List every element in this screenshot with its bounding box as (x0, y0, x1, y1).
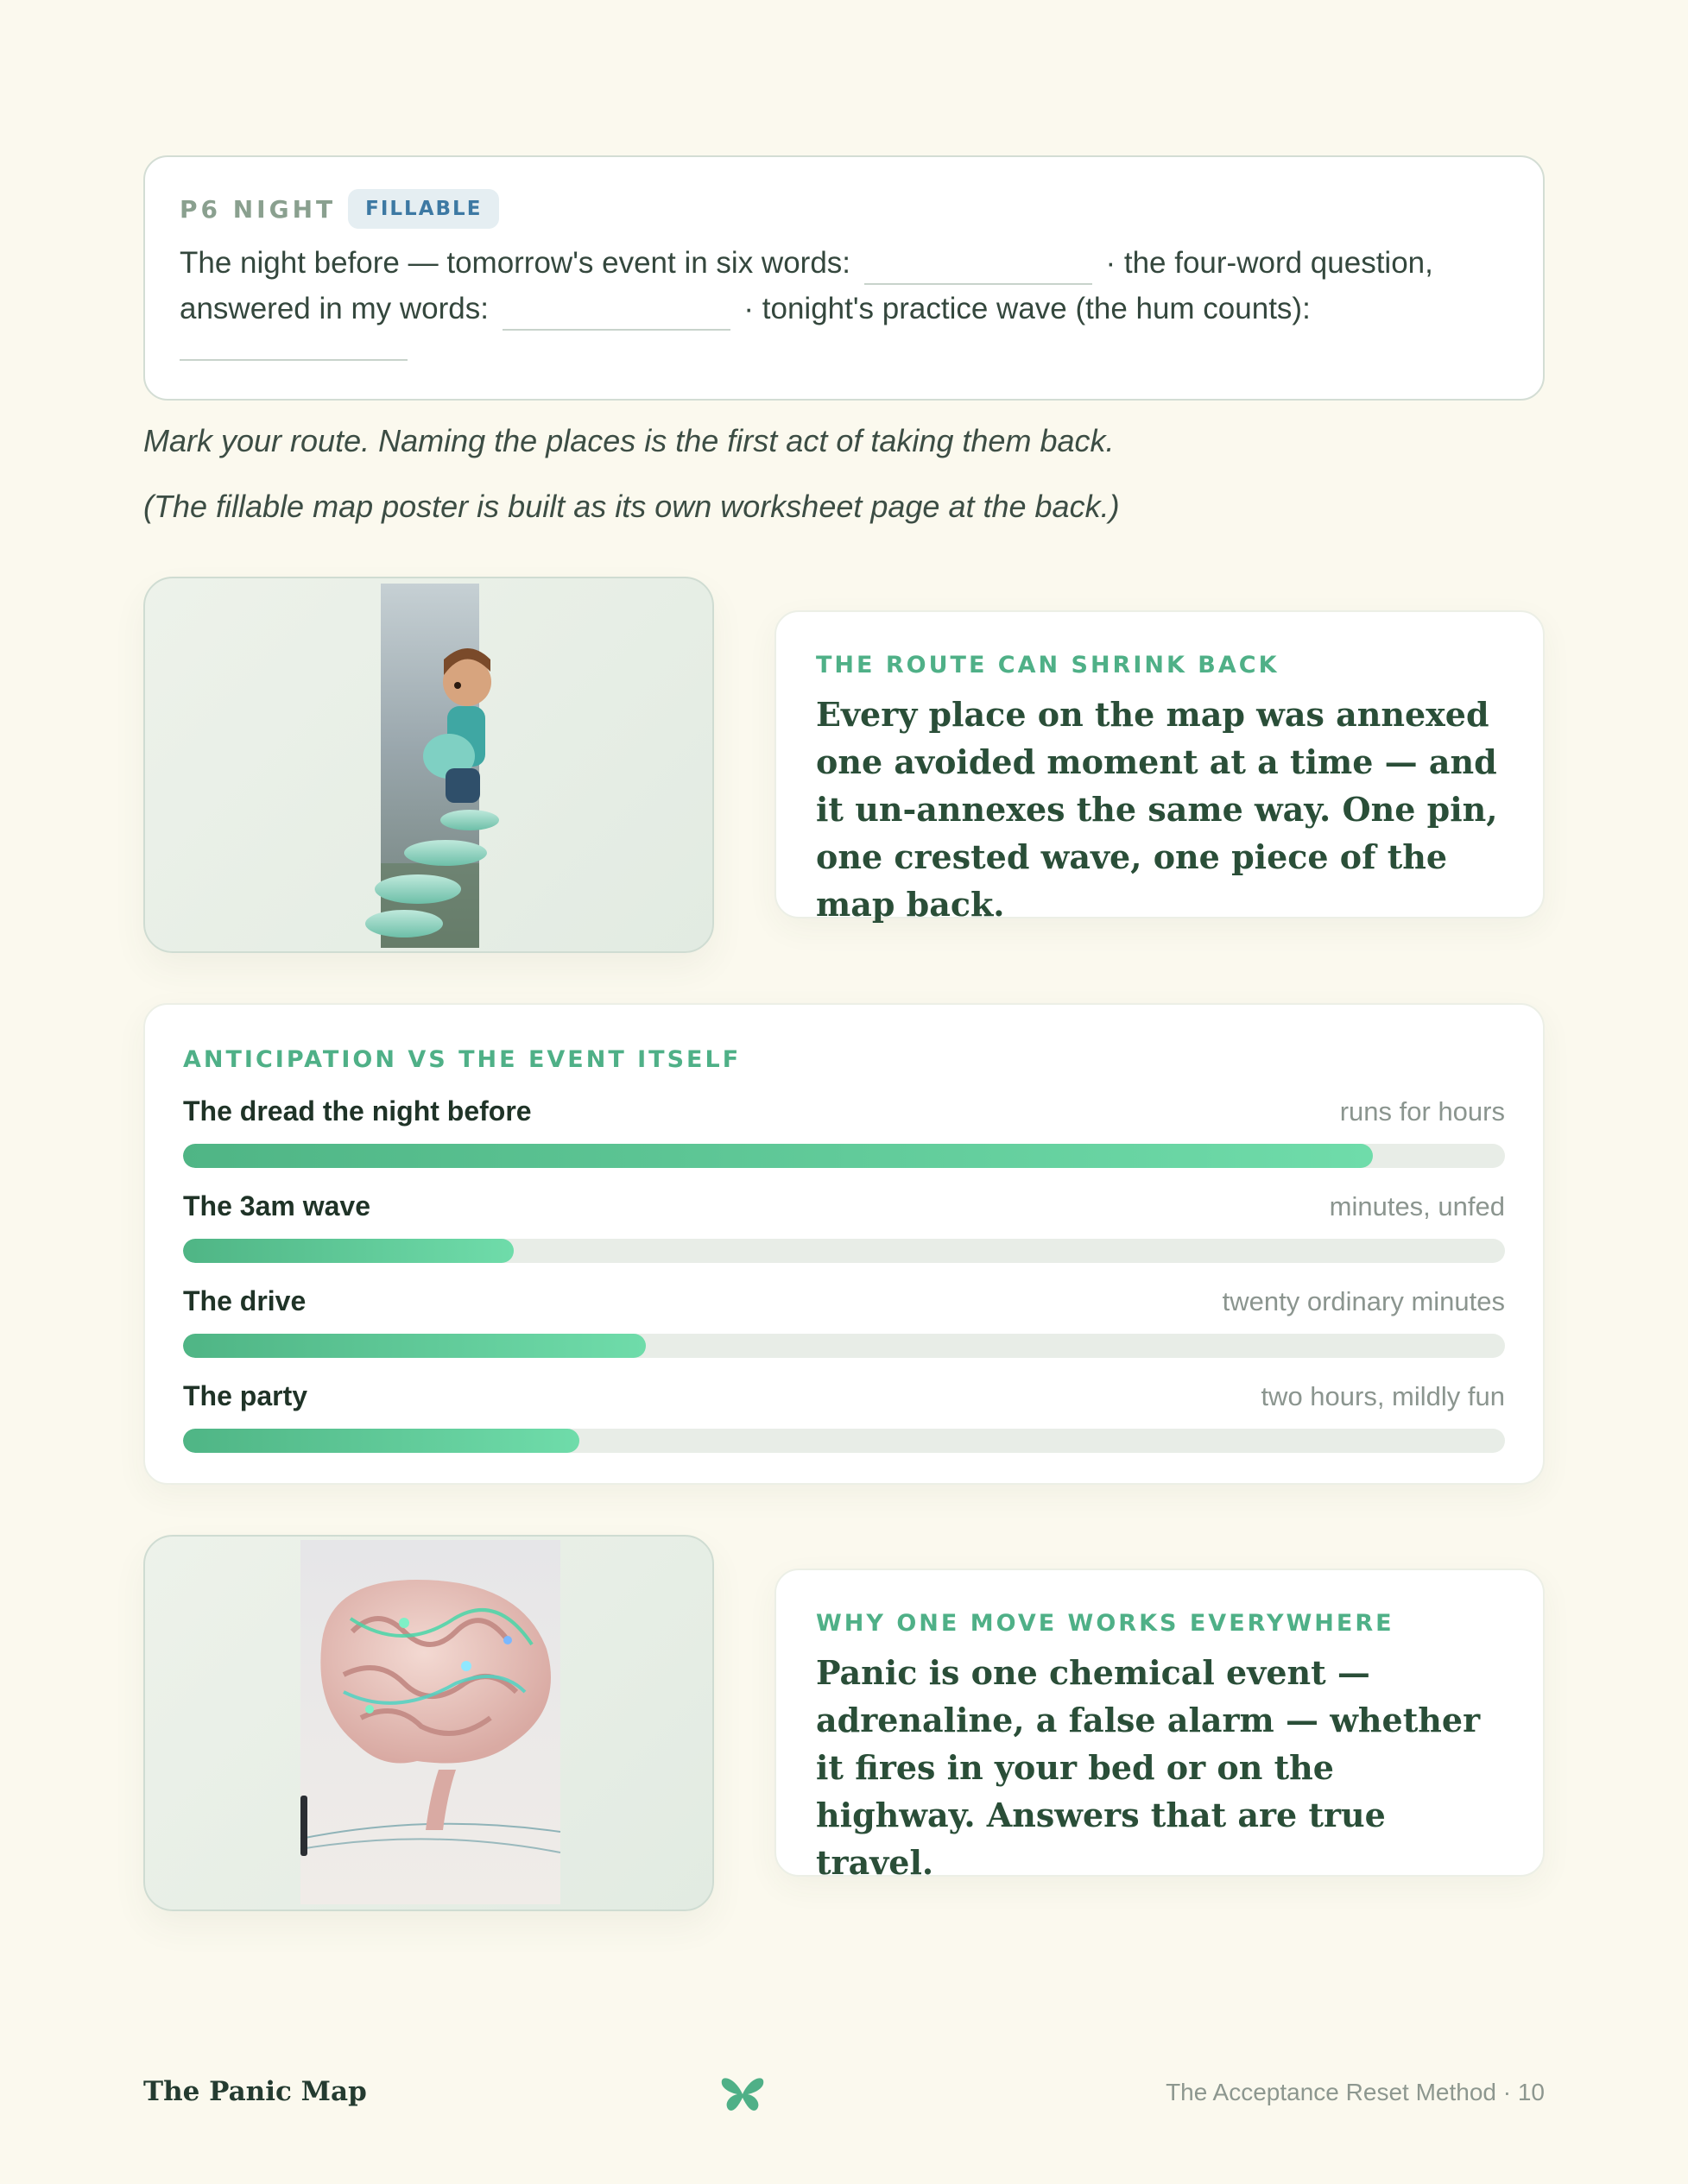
four-word-answer-field[interactable] (503, 296, 730, 331)
glowing-brain-illustration (145, 1537, 714, 1911)
bar-track (183, 1239, 1505, 1263)
one-move-kicker: WHY ONE MOVE WORKS EVERYWHERE (816, 1610, 1394, 1637)
p6-text-3: · tonight's practice wave (the hum counts): (743, 292, 1311, 325)
butterfly-icon (720, 2075, 765, 2118)
p6-prompt-text (180, 240, 1508, 361)
p6-text-2: · the four-word question, answered in my words: (180, 246, 1433, 325)
child-stepping-stones-illustration (145, 578, 714, 953)
bar-fill (183, 1239, 514, 1263)
bar-row (183, 1380, 1505, 1453)
footer-page-info: The Acceptance Reset Method · 10 (1166, 2079, 1545, 2105)
route-shrink-kicker: THE ROUTE CAN SHRINK BACK (816, 652, 1280, 679)
p6-label: P6 NIGHT (180, 194, 337, 224)
one-move-quote: Panic is one chemical event — adrenaline, a false alarm — whether it fires in your bed or on the highway. Answers that are true travel. (816, 1653, 1481, 1882)
anticipation-card (143, 1003, 1545, 1485)
bar-note: twenty ordinary minutes (1222, 1286, 1505, 1316)
bar-row (183, 1095, 1505, 1168)
bar-row (183, 1285, 1505, 1358)
brain-image (143, 1535, 714, 1911)
six-words-field[interactable] (864, 250, 1092, 285)
route-shrink-quote: Every place on the map was annexed one avoided moment at a time — and it un-annexes the same way. One pin, one crested wave, one piece of the map back. (816, 695, 1498, 924)
bar-fill (183, 1334, 646, 1358)
bar-note: runs for hours (1339, 1096, 1505, 1127)
footer-section-title: The Panic Map (143, 2076, 367, 2107)
bar-row (183, 1190, 1505, 1263)
route-note: Mark your route. Naming the places is the first act of taking them back. (143, 423, 1115, 458)
p6-night-card (143, 155, 1545, 401)
bar-track (183, 1334, 1505, 1358)
bar-track (183, 1144, 1505, 1168)
one-move-callout (774, 1569, 1545, 1882)
bar-label: The party (183, 1380, 308, 1411)
bar-note: two hours, mildly fun (1261, 1381, 1505, 1411)
p6-header (180, 186, 1508, 231)
bar-track (183, 1429, 1505, 1453)
poster-note: (The fillable map poster is built as its own worksheet page at the back.) (143, 489, 1120, 524)
p6-text-1: The night before — tomorrow's event in six words: (180, 246, 851, 280)
route-shrink-callout (774, 610, 1545, 924)
bar-label: The drive (183, 1285, 307, 1316)
bar-label: The dread the night before (183, 1095, 532, 1127)
anticipation-kicker: ANTICIPATION VS THE EVENT ITSELF (183, 1046, 742, 1073)
practice-wave-field[interactable] (180, 331, 408, 361)
stepping-stones-image (143, 577, 714, 953)
bar-label: The 3am wave (183, 1190, 370, 1221)
fillable-badge: FILLABLE (348, 189, 499, 229)
bar-fill (183, 1144, 1373, 1168)
bar-fill (183, 1429, 579, 1453)
bar-note: minutes, unfed (1329, 1191, 1505, 1221)
